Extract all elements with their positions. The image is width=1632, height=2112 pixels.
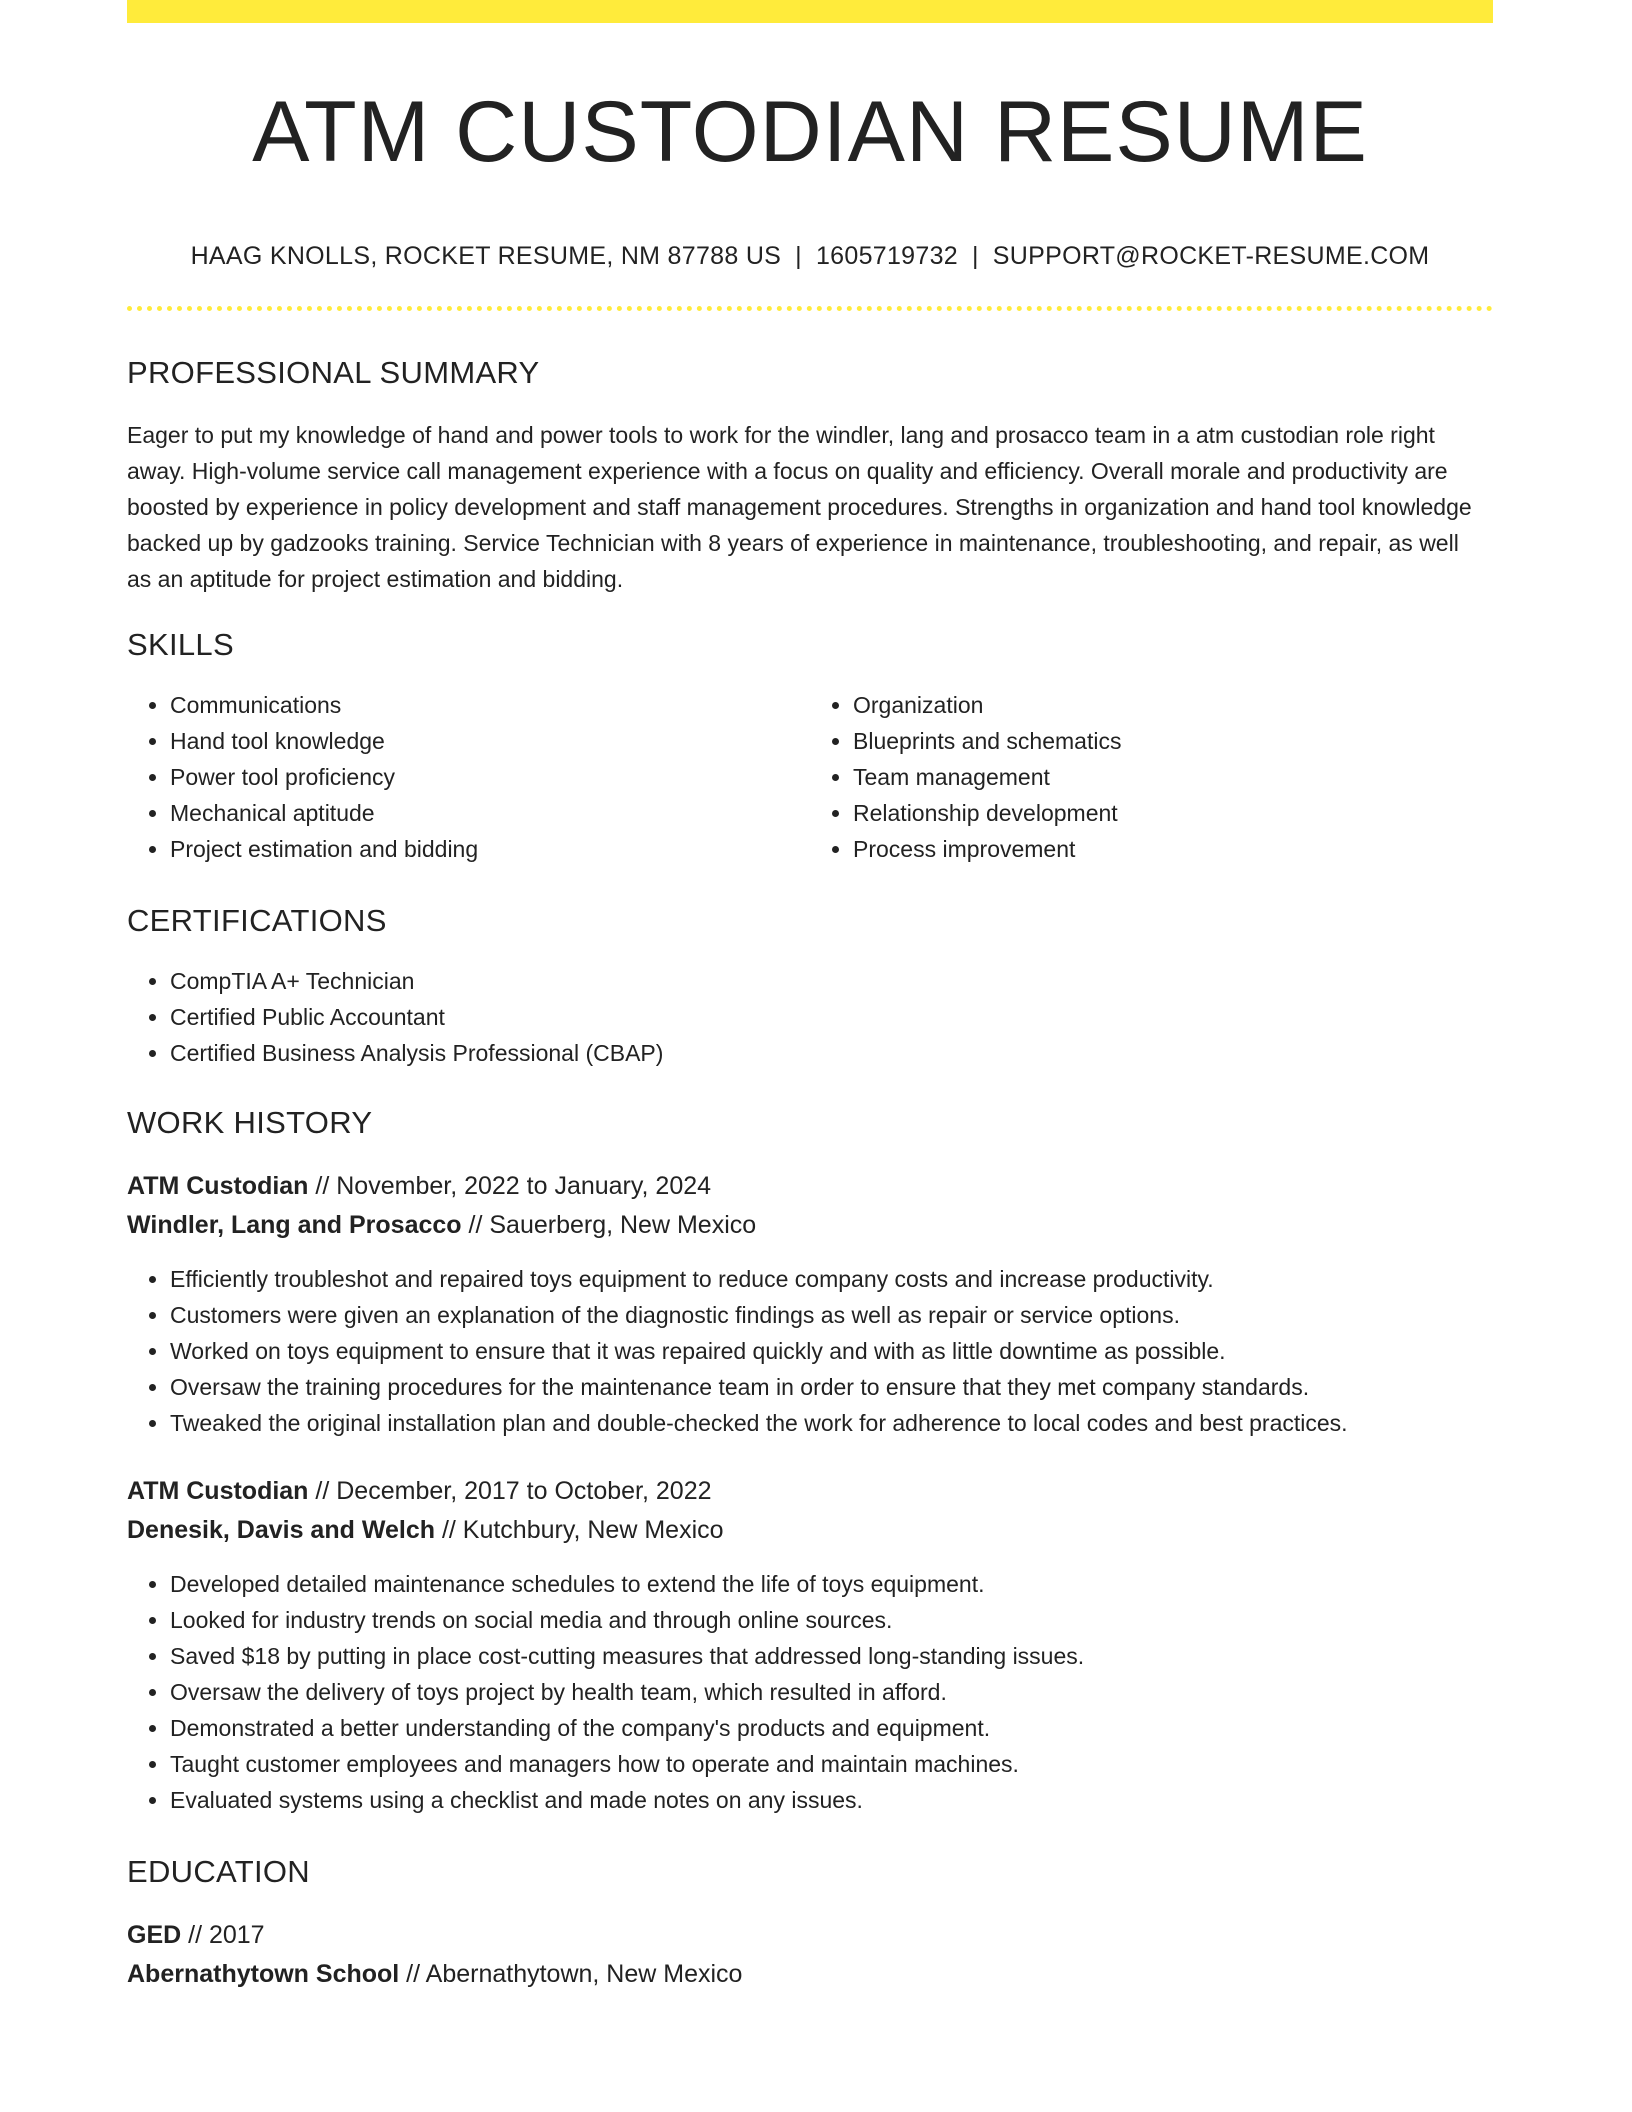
skill-item: • Blueprints and schematics: [853, 723, 1493, 759]
job-bullet: • Demonstrated a better understanding of the company's products and equipment.: [170, 1710, 1493, 1746]
skill-item: • Project estimation and bidding: [170, 831, 810, 867]
certifications-heading: CERTIFICATIONS: [127, 902, 387, 938]
skills-columns: [127, 687, 1493, 867]
job-bullet: • Taught customer employees and managers how to operate and maintain machines.: [170, 1746, 1493, 1782]
education-heading: EDUCATION: [127, 1853, 310, 1889]
job-bullet: • Saved $18 by putting in place cost-cutting measures that addressed long-standing issues.: [170, 1638, 1493, 1674]
job-title: ATM Custodian: [127, 1476, 309, 1505]
contact-phone: 1605719732: [815, 241, 958, 270]
skill-item: • Hand tool knowledge: [170, 723, 810, 759]
job-bullet: • Oversaw the delivery of toys project by health team, which resulted in afford.: [170, 1674, 1493, 1710]
skill-item: • Process improvement: [853, 831, 1493, 867]
summary-heading: PROFESSIONAL SUMMARY: [127, 354, 540, 390]
education-location: // Abernathytown, New Mexico: [399, 1959, 743, 1988]
job-company: Denesik, Davis and Welch: [127, 1515, 435, 1544]
job-title-line: [127, 1472, 1493, 1511]
education-school: Abernathytown School: [127, 1959, 400, 1988]
contact-email: SUPPORT@ROCKET-RESUME.COM: [992, 241, 1430, 270]
resume-title: ATM CUSTODIAN RESUME: [252, 84, 1368, 180]
education-degree-line: [127, 1916, 1493, 1955]
job-bullet: • Tweaked the original installation plan and double-checked the work for adherence to local codes and best practices.: [170, 1405, 1493, 1441]
contact-line: [127, 240, 1493, 272]
job-bullets: [127, 1566, 1493, 1818]
job-entry: [127, 1472, 1493, 1818]
work-history-heading: WORK HISTORY: [127, 1104, 373, 1140]
skills-heading: SKILLS: [127, 626, 234, 662]
top-accent-bar: [127, 0, 1493, 23]
dotted-divider: [127, 306, 1493, 311]
skills-list-right: [810, 687, 1493, 867]
skill-item: • Mechanical aptitude: [170, 795, 810, 831]
job-bullet: • Looked for industry trends on social media and through online sources.: [170, 1602, 1493, 1638]
job-bullets: [127, 1261, 1493, 1441]
education-year: // 2017: [181, 1920, 265, 1949]
job-dates: // November, 2022 to January, 2024: [308, 1171, 712, 1200]
certification-item: • CompTIA A+ Technician: [170, 963, 1493, 999]
contact-separator: |: [972, 241, 979, 270]
skill-item: • Communications: [170, 687, 810, 723]
education-school-line: [127, 1955, 1493, 1994]
skill-item: • Power tool proficiency: [170, 759, 810, 795]
job-bullet: • Worked on toys equipment to ensure that it was repaired quickly and with as little downtime as possible.: [170, 1333, 1493, 1369]
job-bullet: • Evaluated systems using a checklist and made notes on any issues.: [170, 1782, 1493, 1818]
skill-item: • Relationship development: [853, 795, 1493, 831]
skill-item: • Team management: [853, 759, 1493, 795]
job-company-line: [127, 1511, 1493, 1550]
contact-separator: |: [795, 241, 802, 270]
job-bullet: • Oversaw the training procedures for the maintenance team in order to ensure that they met company standards.: [170, 1369, 1493, 1405]
job-bullet: • Customers were given an explanation of the diagnostic findings as well as repair or service options.: [170, 1297, 1493, 1333]
job-entry: [127, 1167, 1493, 1441]
education-entry: [127, 1916, 1493, 1994]
job-title: ATM Custodian: [127, 1171, 309, 1200]
education-degree: GED: [127, 1920, 182, 1949]
job-dates: // December, 2017 to October, 2022: [308, 1476, 712, 1505]
job-location: // Sauerberg, New Mexico: [461, 1210, 757, 1239]
summary-text: Eager to put my knowledge of hand and power tools to work for the windler, lang and prosacco team in a atm custodian role right away. High-volume service call management experience with a focus on quality and efficiency. Overall morale and productivity are boosted by experience in policy development and staff management procedures. Strengths in organization and hand tool knowledge backed up by gadzooks training. Service Technician with 8 years of experience in maintenance, troubleshooting, and repair, as well as an aptitude for project estimation and bidding.: [127, 421, 1472, 592]
job-bullet: • Developed detailed maintenance schedules to extend the life of toys equipment.: [170, 1566, 1493, 1602]
certification-item: • Certified Public Accountant: [170, 999, 1493, 1035]
job-bullet: • Efficiently troubleshot and repaired toys equipment to reduce company costs and increase productivity.: [170, 1261, 1493, 1297]
skills-list-left: [127, 687, 810, 867]
job-title-line: [127, 1167, 1493, 1206]
resume-page: [127, 0, 1493, 1994]
certifications-list: [127, 963, 1493, 1071]
certification-item: • Certified Business Analysis Professional (CBAP): [170, 1035, 1493, 1071]
job-company-line: [127, 1206, 1493, 1245]
skill-item: • Organization: [853, 687, 1493, 723]
job-company: Windler, Lang and Prosacco: [127, 1210, 462, 1239]
contact-address: HAAG KNOLLS, ROCKET RESUME, NM 87788 US: [190, 241, 782, 270]
job-location: // Kutchbury, New Mexico: [435, 1515, 724, 1544]
